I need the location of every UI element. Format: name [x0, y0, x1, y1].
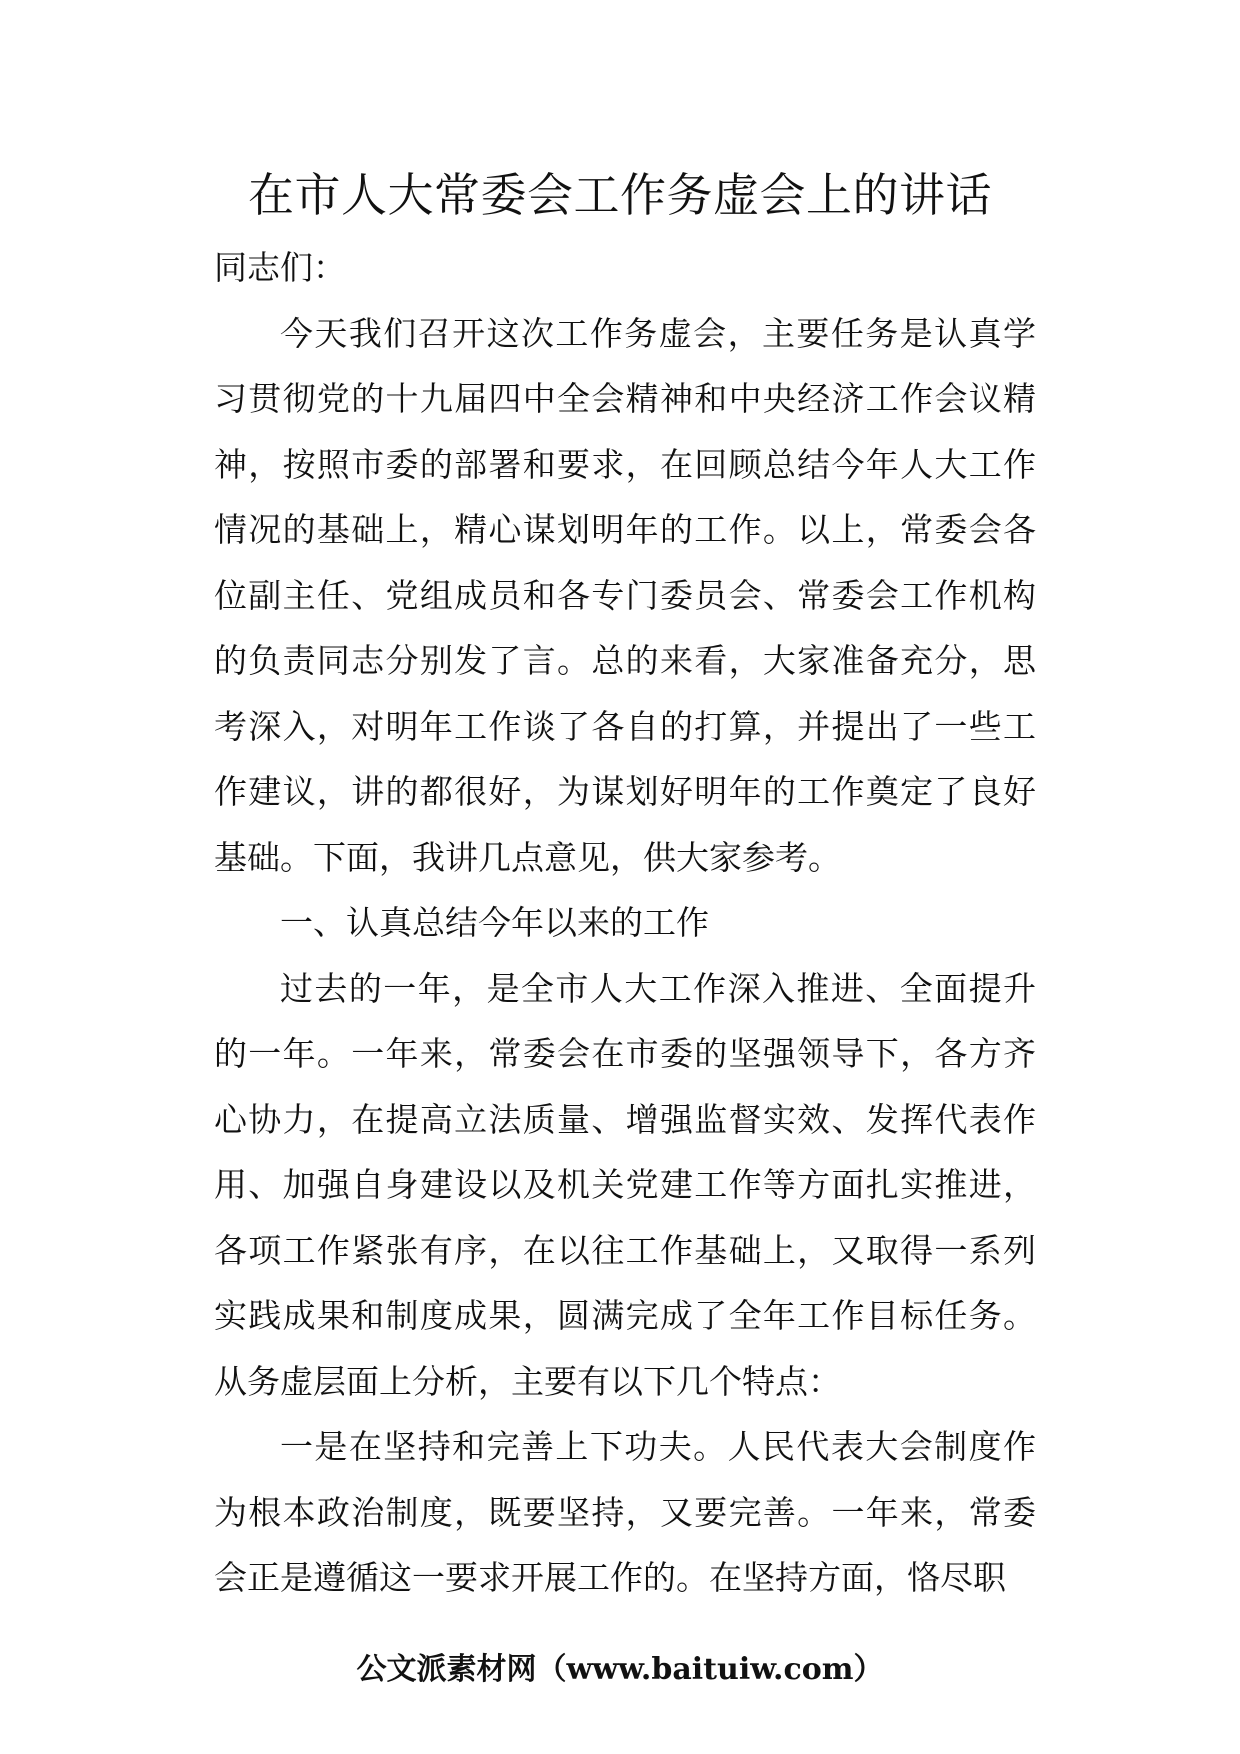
- section-heading-1: 一、认真总结今年以来的工作: [280, 903, 709, 942]
- document-title: 在市人大常委会工作务虚会上的讲话: [248, 168, 992, 222]
- salutation: 同志们：: [214, 248, 346, 287]
- paragraph-intro: 今天我们召开这次工作务虚会，主要任务是认真学习贯彻党的十九届四中全会精神和中央经济工作会议精神，按照市委的部署和要求，在回顾总结今年人大工作情况的基础上，精心谋划明年的工作。以上，常委会各位副主任、党组成员和各专门委员会、常委会工作机构的负责同志分别发了言。总的来看，大家准备充分，思考深入，对明年工作谈了各自的打算，并提出了一些工作建议，讲的都很好，为谋划好明年的工作奠定了良好基础。下面，我讲几点意见，供大家参考。: [214, 313, 1036, 877]
- document-body: [214, 235, 1036, 1611]
- paragraph-section-1-point-1: 一是在坚持和完善上下功夫。人民代表大会制度作为根本政治制度，既要坚持，又要完善。一年来，常委会正是遵循这一要求开展工作的。在坚持方面，恪尽职: [214, 1427, 1036, 1597]
- paragraph-section-1-summary: 过去的一年，是全市人大工作深入推进、全面提升的一年。一年来，常委会在市委的坚强领导下，各方齐心协力，在提高立法质量、增强监督实效、发挥代表作用、加强自身建设以及机关党建工作等方面扎实推进，各项工作紧张有序，在以往工作基础上，又取得一系列实践成果和制度成果，圆满完成了全年工作目标任务。从务虚层面上分析，主要有以下几个特点：: [214, 968, 1036, 1401]
- footer-watermark: 公文派素材网（www.baituiw.com）: [356, 1652, 884, 1687]
